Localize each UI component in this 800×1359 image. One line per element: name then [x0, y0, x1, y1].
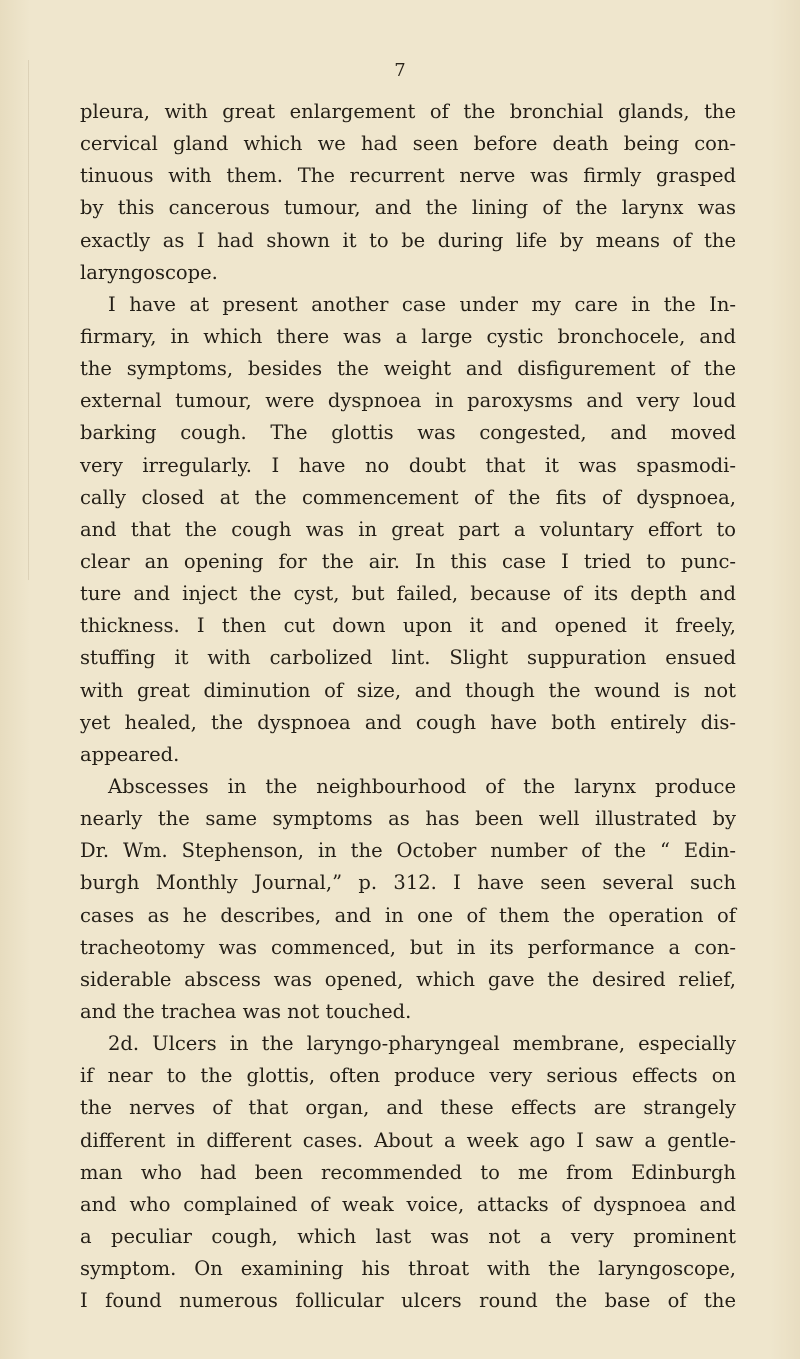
text-line: tracheotomy was commenced, but in its performance a con-	[80, 935, 736, 959]
text-line: external tumour, were dyspnoea in paroxysms and very loud	[80, 389, 736, 413]
text-line: cervical gland which we had seen before death being con-	[80, 132, 736, 156]
text-line: laryngoscope.	[80, 260, 218, 284]
text-line: a peculiar cough, which last was not a very prominent	[80, 1224, 736, 1248]
text-line: barking cough. The glottis was congested, and moved	[80, 421, 736, 445]
text-line: yet healed, the dyspnoea and cough have both entirely dis-	[80, 710, 736, 734]
text-line: exactly as I had shown it to be during life by means of the	[80, 228, 736, 252]
text-line: siderable abscess was opened, which gave the desired relief,	[80, 967, 736, 991]
text-line: pleura, with great enlargement of the bronchial glands, the	[80, 100, 736, 123]
text-line: cally closed at the commencement of the fits of dyspnoea,	[80, 485, 736, 509]
text-line: symptom. On examining his throat with the laryngoscope,	[80, 1257, 736, 1281]
text-line: thickness. I then cut down upon it and opened it freely,	[80, 614, 736, 638]
body-text	[80, 96, 736, 1317]
text-line: and who complained of weak voice, attacks of dyspnoea and	[80, 1192, 736, 1216]
text-line: the nerves of that organ, and these effects are strangely	[80, 1096, 736, 1120]
page-shadow	[28, 60, 29, 580]
text-line: I found numerous follicular ulcers round the base of the	[80, 1289, 736, 1313]
text-line: Dr. Wm. Stephenson, in the October number of the “ Edin-	[80, 839, 736, 863]
text-line: burgh Monthly Journal,” p. 312. I have seen several such	[80, 871, 736, 895]
text-line: nearly the same symptoms as has been well illustrated by	[80, 807, 736, 831]
text-line: man who had been recommended to me from Edinburgh	[80, 1160, 736, 1184]
text-line: and the trachea was not touched.	[80, 999, 412, 1023]
text-line: and that the cough was in great part a voluntary effort to	[80, 517, 736, 541]
text-line: clear an opening for the air. In this case I tried to punc-	[80, 549, 736, 573]
text-line: the symptoms, besides the weight and disfigurement of the	[80, 357, 736, 381]
page-number: 7	[394, 60, 406, 81]
text-line: stuffing it with carbolized lint. Slight suppuration ensued	[80, 646, 736, 670]
text-line: tinuous with them. The recurrent nerve was firmly grasped	[80, 164, 736, 188]
text-line: firmary, in which there was a large cystic bronchocele, and	[80, 324, 736, 348]
text-line: different in different cases. About a week ago I saw a gentle-	[80, 1128, 736, 1152]
paragraph-start-line: 2d. Ulcers in the laryngo-pharyngeal membrane, especially	[108, 1032, 736, 1056]
text-line: with great diminution of size, and though the wound is not	[80, 678, 736, 702]
text-line: very irregularly. I have no doubt that it was spasmodi-	[80, 453, 736, 477]
text-line: by this cancerous tumour, and the lining of the larynx was	[80, 196, 736, 220]
paragraph-start-line: Abscesses in the neighbourhood of the larynx produce	[108, 774, 736, 798]
text-line: cases as he describes, and in one of them the operation of	[80, 903, 736, 927]
text-line: if near to the glottis, often produce very serious effects on	[80, 1064, 736, 1088]
text-line: appeared.	[80, 742, 180, 766]
text-line: ture and inject the cyst, but failed, because of its depth and	[80, 582, 736, 606]
paragraph-start-line: I have at present another case under my care in the In-	[108, 292, 736, 316]
